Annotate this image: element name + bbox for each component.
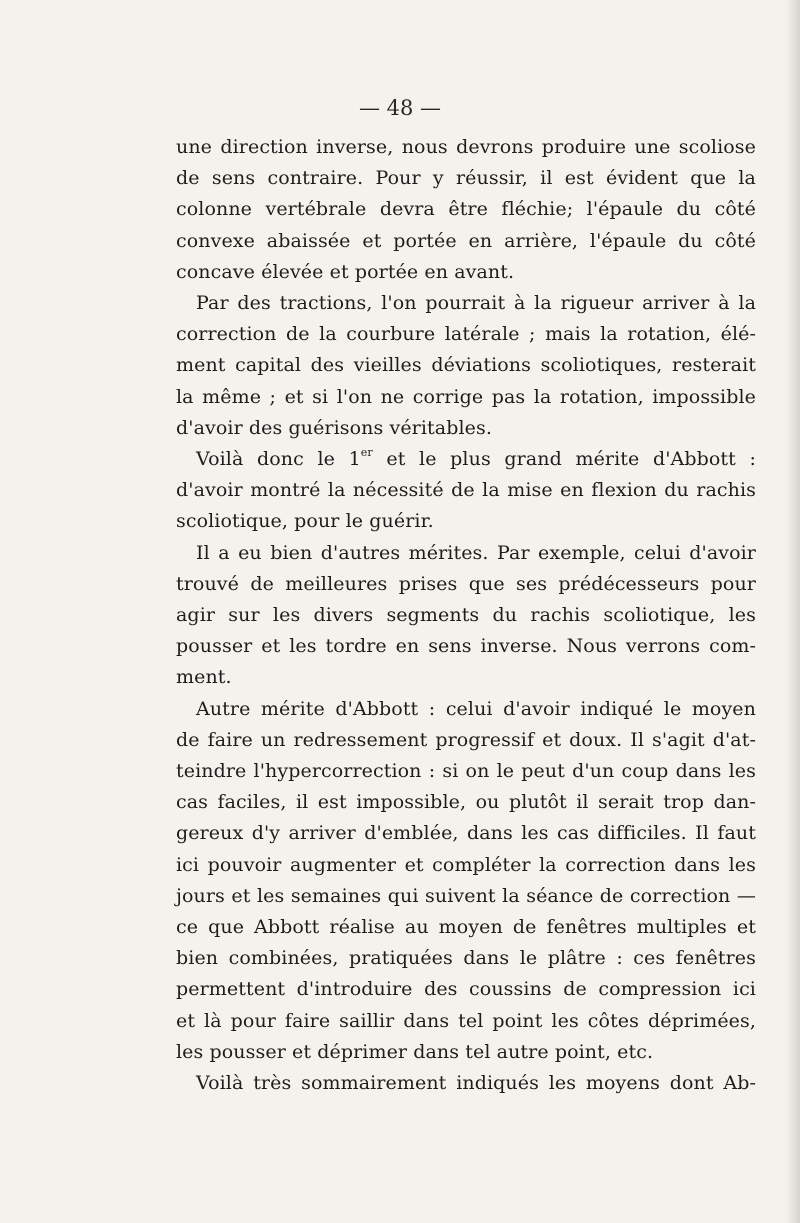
ordinal-superscript: er [360, 445, 373, 459]
text-line: pousser et les tordre en sens inverse. Nous verrons com- [176, 635, 756, 658]
text-line: ici pouvoir augmenter et compléter la correction dans les [176, 853, 756, 876]
paragraph-5 [176, 694, 756, 1068]
text-line: Par des tractions, l'on pourrait à la rigueur arriver à la [196, 292, 756, 315]
text-line: convexe abaissée et portée en arrière, l'épaule du côté [176, 229, 756, 252]
text-fragment: Voilà donc le 1 [196, 448, 361, 471]
text-line: de sens contraire. Pour y réussir, il est évident que la [176, 167, 756, 190]
text-line: cas faciles, il est impossible, ou plutôt il serait trop dan- [176, 791, 756, 814]
text-line: teindre l'hypercorrection : si on le peut d'un coup dans les [176, 760, 756, 783]
text-line [176, 444, 756, 475]
text-line: agir sur les divers segments du rachis scoliotique, les [176, 604, 756, 627]
text-line: ce que Abbott réalise au moyen de fenêtres multiples et [176, 916, 756, 939]
text-line: d'avoir des guérisons véritables. [176, 416, 492, 439]
text-fragment: et le plus grand mérite d'Abbott : [372, 448, 756, 471]
text-line: correction de la courbure latérale ; mais la rotation, élé- [176, 323, 756, 346]
text-line: d'avoir montré la nécessité de la mise en flexion du rachis [176, 479, 756, 502]
text-line: permettent d'introduire des coussins de compression ici [176, 978, 756, 1001]
text-line: la même ; et si l'on ne corrige pas la rotation, impossible [176, 385, 756, 408]
page-number: — 48 — [358, 96, 442, 120]
text-line: de faire un redressement progressif et doux. Il s'agit d'at- [176, 728, 756, 751]
text-line: trouvé de meilleures prises que ses prédécesseurs pour [176, 572, 756, 595]
text-line: bien combinées, pratiquées dans le plâtre : ces fenêtres [176, 947, 756, 970]
text-line: colonne vertébrale devra être fléchie; l'épaule du côté [176, 198, 756, 221]
text-line: Voilà très sommairement indiqués les moyens dont Ab- [196, 1072, 756, 1095]
paragraph-2 [176, 288, 756, 444]
text-line: et là pour faire saillir dans tel point les côtes déprimées, [176, 1009, 756, 1032]
page-edge-shadow [786, 0, 800, 1223]
paragraph-1 [176, 132, 756, 288]
body-text [176, 132, 756, 1099]
text-line: scoliotique, pour le guérir. [176, 510, 434, 533]
text-line: Il a eu bien d'autres mérites. Par exemple, celui d'avoir [196, 541, 756, 564]
text-line: une direction inverse, nous devrons produire une scoliose [176, 136, 756, 158]
text-line: ment capital des vieilles déviations scoliotiques, resterait [176, 354, 756, 377]
text-line: les pousser et déprimer dans tel autre point, etc. [176, 1040, 654, 1063]
text-line: concave élevée et portée en avant. [176, 260, 515, 283]
text-line: ment. [176, 666, 232, 689]
paragraph-4 [176, 538, 756, 694]
text-line: gereux d'y arriver d'emblée, dans les cas difficiles. Il faut [176, 822, 756, 845]
paragraph-3 [176, 444, 756, 538]
text-line: Autre mérite d'Abbott : celui d'avoir indiqué le moyen [196, 697, 756, 720]
text-line: jours et les semaines qui suivent la séance de correction — [176, 884, 756, 907]
paragraph-6 [176, 1068, 756, 1099]
